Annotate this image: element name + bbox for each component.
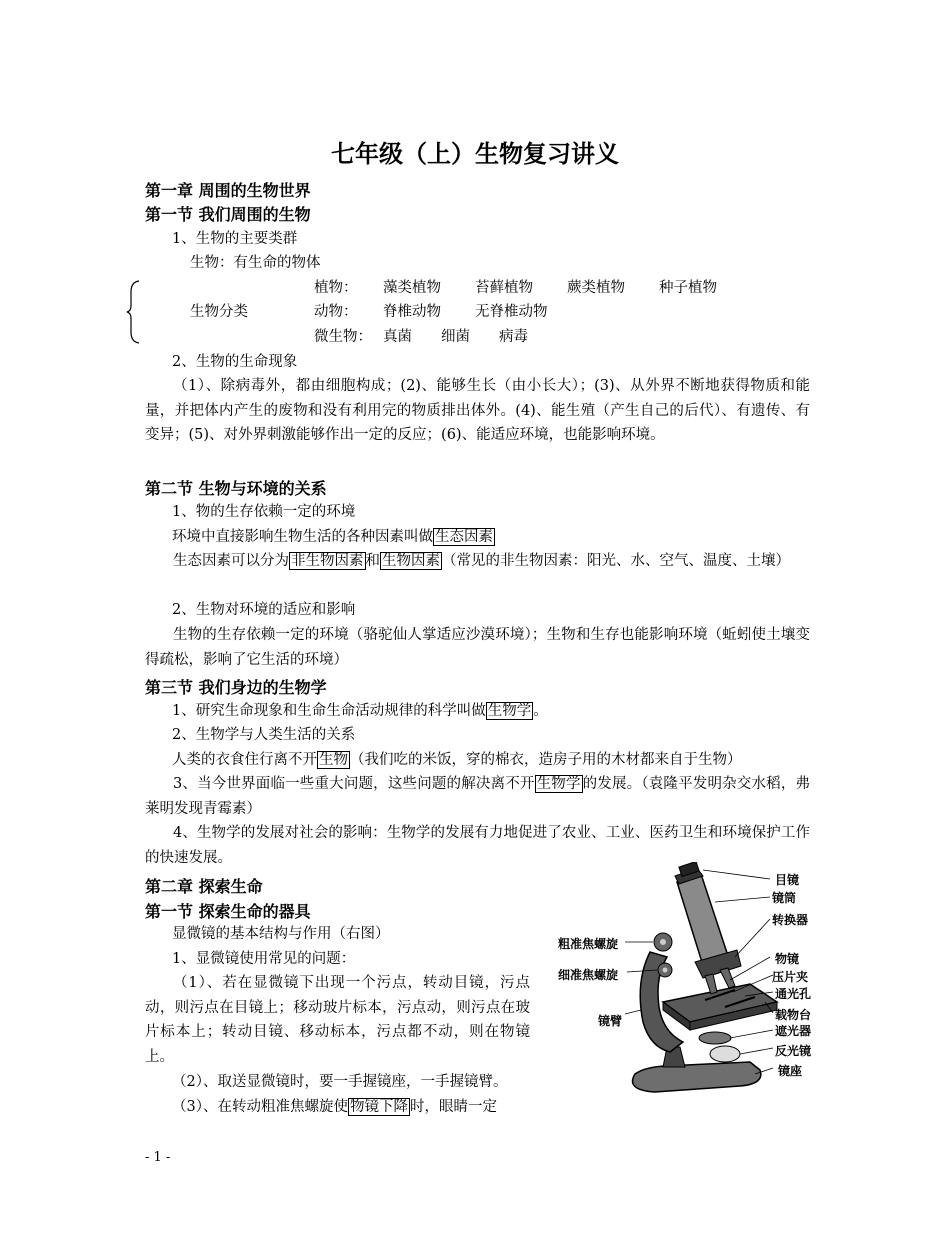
micro-item: 病毒 <box>499 329 528 345</box>
label-fine-focus: 细准焦螺旋 <box>558 968 619 982</box>
text-line <box>172 748 742 773</box>
text-line <box>172 1095 497 1120</box>
text-line: 显微镜的基本结构与作用（右图） <box>172 926 390 942</box>
text-span: 时，眼睛一定 <box>409 1099 497 1115</box>
animal-label: 动物： <box>314 304 358 320</box>
text-line: 1、显微镜使用常见的问题： <box>172 951 356 967</box>
key-term: 生态因素 <box>435 529 493 545</box>
key-term: 生物因素 <box>382 553 440 569</box>
section-1-2-heading: 第二节 生物与环境的关系 <box>145 479 327 498</box>
text-span: 。 <box>533 703 548 719</box>
label-tube: 镜筒 <box>772 891 797 905</box>
text-span: 1、研究生命现象和生命生命活动规律的科学叫做 <box>172 703 486 719</box>
left-brace-icon <box>126 280 140 344</box>
section-1-3-heading: 第三节 我们身边的生物学 <box>145 678 327 697</box>
text-line <box>172 525 495 550</box>
text-span: （3）、在转动粗准焦螺旋使 <box>172 1099 348 1115</box>
label-mirror: 反光镜 <box>775 1044 812 1058</box>
paragraph: 生物的生存依赖一定的环境（骆驼仙人掌适应沙漠环境）；生物和生存也能影响环境（蚯蚓使土壤变得疏松，影响了它生活的环境） <box>145 627 810 668</box>
text-span: （我们吃的米饭，穿的棉衣，造房子用的木材都来自于生物） <box>350 752 742 768</box>
document-title: 七年级（上）生物复习讲义 <box>331 140 619 168</box>
section-2-1-heading: 第一节 探索生命的器具 <box>145 902 311 921</box>
label-nosepiece: 转换器 <box>772 913 809 927</box>
micro-label: 微生物： <box>314 329 372 345</box>
text-span: 环境中直接影响生物生活的各种因素叫做 <box>172 529 433 545</box>
plant-label: 植物： <box>314 280 358 296</box>
plant-item: 苔藓植物 <box>475 280 533 296</box>
text-span: 生态因素可以分为 <box>173 553 289 569</box>
text-span: 3、当今世界面临一些重大问题，这些问题的解决离不开 <box>173 776 535 792</box>
chapter-1-heading: 第一章 周围的生物世界 <box>145 181 311 200</box>
paragraph <box>145 549 810 574</box>
key-term: 生物学 <box>487 703 532 719</box>
label-aperture: 通光孔 <box>775 987 812 1001</box>
label-stage: 载物台 <box>775 1008 812 1022</box>
paragraph: （1）、若在显微镜下出现一个污点，转动目镜，污点动，则污点在目镜上；移动玻片标本，污点动，则污点在玻片标本上；转动目镜、移动标本，污点都不动，则在物镜上。 <box>145 975 530 1065</box>
key-term: 生物 <box>319 752 348 768</box>
label-eyepiece: 目镜 <box>775 873 800 887</box>
label-coarse-focus: 粗准焦螺旋 <box>558 937 619 951</box>
paragraph: （1）、除病毒外，都由细胞构成；(2)、能够生长（由小长大）；(3)、从外界不断地获得物质和能量，并把体内产生的废物和没有利用完的物质排出体外。(4)、能生殖（产生自己的后代）、有遗传、有变异；(5)、对外界刺激能够作出一定的反应；(6)、能适应环境，也能影响环境。 <box>145 378 810 443</box>
text-line <box>172 699 548 724</box>
paragraph <box>145 772 810 821</box>
text-line: 生物：有生命的物体 <box>190 255 321 271</box>
key-term: 非生物因素 <box>291 553 364 569</box>
text-span: 和 <box>365 553 380 569</box>
text-line: 2、生物学与人类生活的关系 <box>172 727 356 743</box>
key-term: 物镜下降 <box>349 1099 408 1115</box>
text-span: 人类的衣食住行离不开 <box>172 752 317 768</box>
micro-item: 真菌 <box>383 329 412 345</box>
animal-item: 脊椎动物 <box>383 304 441 320</box>
key-term: 生物学 <box>536 776 581 792</box>
section-1-1-heading: 第一节 我们周围的生物 <box>145 205 311 224</box>
animal-item: 无脊椎动物 <box>475 304 548 320</box>
label-diaphragm: 遮光器 <box>775 1024 812 1038</box>
plant-item: 种子植物 <box>659 280 717 296</box>
micro-item: 细菌 <box>441 329 470 345</box>
classification-label: 生物分类 <box>190 304 248 320</box>
text-line: 2、生物对环境的适应和影响 <box>172 602 356 618</box>
text-line: 1、物的生存依赖一定的环境 <box>172 504 356 520</box>
text-line: 2、生物的生命现象 <box>172 354 298 370</box>
label-clip: 压片夹 <box>772 970 809 984</box>
paragraph: 4、生物学的发展对社会的影响：生物学的发展有力地促进了农业、工业、医药卫生和环境保护工作的快速发展。 <box>145 825 810 866</box>
text-line: 1、生物的主要类群 <box>172 231 298 247</box>
text-span: 的发展。（袁隆平发明杂交水稻，弗莱明发现青霉素） <box>145 776 810 817</box>
text-span: （常见的非生物因素：阳光、水、空气、温度、土壤） <box>442 553 790 569</box>
label-arm: 镜臂 <box>598 1014 623 1028</box>
label-base: 镜座 <box>778 1064 803 1078</box>
text-line: （2）、取送显微镜时，要一手握镜座，一手握镜臂。 <box>172 1074 508 1090</box>
page-number: - 1 - <box>145 1150 171 1165</box>
plant-item: 藻类植物 <box>383 280 441 296</box>
plant-item: 蕨类植物 <box>567 280 625 296</box>
label-objective: 物镜 <box>775 952 800 966</box>
chapter-2-heading: 第二章 探索生命 <box>145 877 263 896</box>
